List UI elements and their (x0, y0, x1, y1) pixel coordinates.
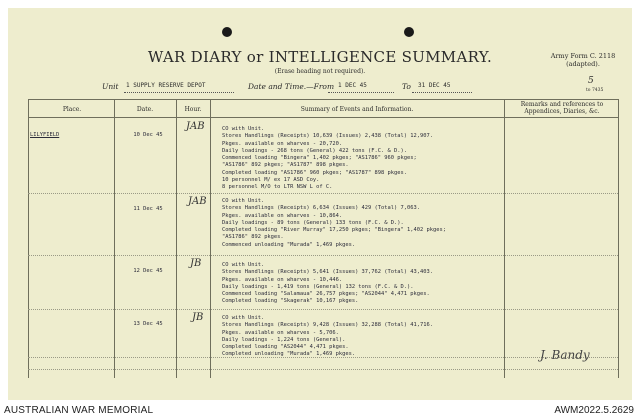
datetime-label: Date and Time.—From (248, 82, 335, 91)
column-header-summary: Summary of Events and Information. (300, 106, 414, 113)
table-header-rule (28, 117, 618, 118)
page-number-sub: to 7435 (586, 88, 604, 93)
column-divider-place (114, 99, 115, 378)
page-title: WAR DIARY or INTELLIGENCE SUMMARY. (147, 48, 493, 66)
to-label: To (402, 82, 411, 91)
column-header-hour: Hour. (184, 106, 202, 113)
column-header-date: Date. (136, 106, 154, 113)
footer-accession-number: AWM2022.5.2629 (554, 405, 634, 416)
footer-institution: AUSTRALIAN WAR MEMORIAL (4, 405, 154, 416)
to-underline (412, 92, 472, 93)
column-divider-date (176, 99, 177, 378)
form-reference-sub: (adapted). (566, 60, 600, 68)
entry-initials: JB (192, 312, 204, 323)
unit-label: Unit (102, 82, 119, 91)
to-date-value: 31 DEC 45 (418, 82, 451, 89)
entry-date: 12 Dec 45 (133, 268, 163, 274)
column-divider-summary (504, 99, 505, 378)
table-top-rule (28, 99, 618, 100)
page-subtitle: (Erase heading not required). (274, 68, 366, 75)
punch-hole-right (404, 27, 414, 37)
entry-divider (28, 309, 618, 310)
table-border-right (618, 99, 619, 378)
entry-divider (28, 369, 618, 370)
entry-date: 10 Dec 45 (133, 132, 163, 138)
entry-summary: CO with Unit. Stores Handlings (Receipts) 10,639 (Issues) 2,438 (Total) 12,907. Pkges. available on wharves - 20,720. Daily loadings - 268 tons (General) 422 tons (F.C. & D.). Commenced loading "Bingera" 1,402 pkges; "AS1786" 960 pkges; "AS1786" 892 pkges; "AS1787" 898 pkges. Completed loading "AS1786" 960 pkges; "AS1787" 898 pkges. 10 personnel M/ ex 17 ASD Coy. 8 personnel M/O to LTR NSW L of C. (222, 126, 433, 191)
signature: J. Bandy (540, 348, 590, 362)
from-date-value: 1 DEC 45 (338, 82, 367, 89)
form-reference (548, 52, 618, 68)
column-divider-hour (210, 99, 211, 378)
place-value: LILYFIELD (30, 132, 60, 138)
diary-sheet (8, 8, 632, 400)
punch-hole-left (222, 27, 232, 37)
entry-divider (28, 255, 618, 256)
column-header-place: Place. (62, 106, 82, 113)
page-number: 5 (588, 76, 594, 86)
entry-summary: CO with Unit. Stores Handlings (Receipts) 5,641 (Issues) 37,762 (Total) 43,403. Pkges. available on wharves - 10,446. Daily loadings - 1,419 tons (General) 132 tons (F.C. & D.). Commenced loading "Salamaua" 26,757 pkges; "AS2044" 4,471 pkges. Completed loading "Skagerak" 10,167 pkges. (222, 262, 433, 305)
entry-initials: JB (190, 258, 202, 269)
entry-date: 11 Dec 45 (133, 206, 163, 212)
unit-underline (124, 92, 234, 93)
from-underline (328, 92, 394, 93)
entry-summary: CO with Unit. Stores Handlings (Receipts) 9,428 (Issues) 32,288 (Total) 41,716. Pkges. available on wharves - 5,706. Daily loadings - 1,224 tons (General). Completed loading "AS2044" 4,471 pkges. Completed unloading "Murada" 1,469 pkges. (222, 315, 433, 358)
table-border-left (28, 99, 29, 378)
entry-initials: JAB (186, 121, 205, 132)
entry-date: 13 Dec 45 (133, 321, 163, 327)
entry-summary: CO with Unit. Stores Handlings (Receipts) 6,634 (Issues) 429 (Total) 7,063. Pkges. available on wharves - 10,864. Daily loadings - 89 tons (General) 133 tons (F.C. & D.). Completed loading "River Murray" 17,250 pkges; "Bingera" 1,402 pkges; "AS1786" 892 pkges. Commenced unloading "Murada" 1,469 pkges. (222, 198, 446, 248)
entry-initials: JAB (188, 196, 207, 207)
form-reference-number: Army Form C. 2118 (550, 52, 616, 60)
unit-value: 1 SUPPLY RESERVE DEPOT (126, 82, 206, 89)
entry-divider (28, 193, 618, 194)
column-header-remarks: Remarks and references to Appendices, Diaries, &c. (520, 101, 604, 115)
